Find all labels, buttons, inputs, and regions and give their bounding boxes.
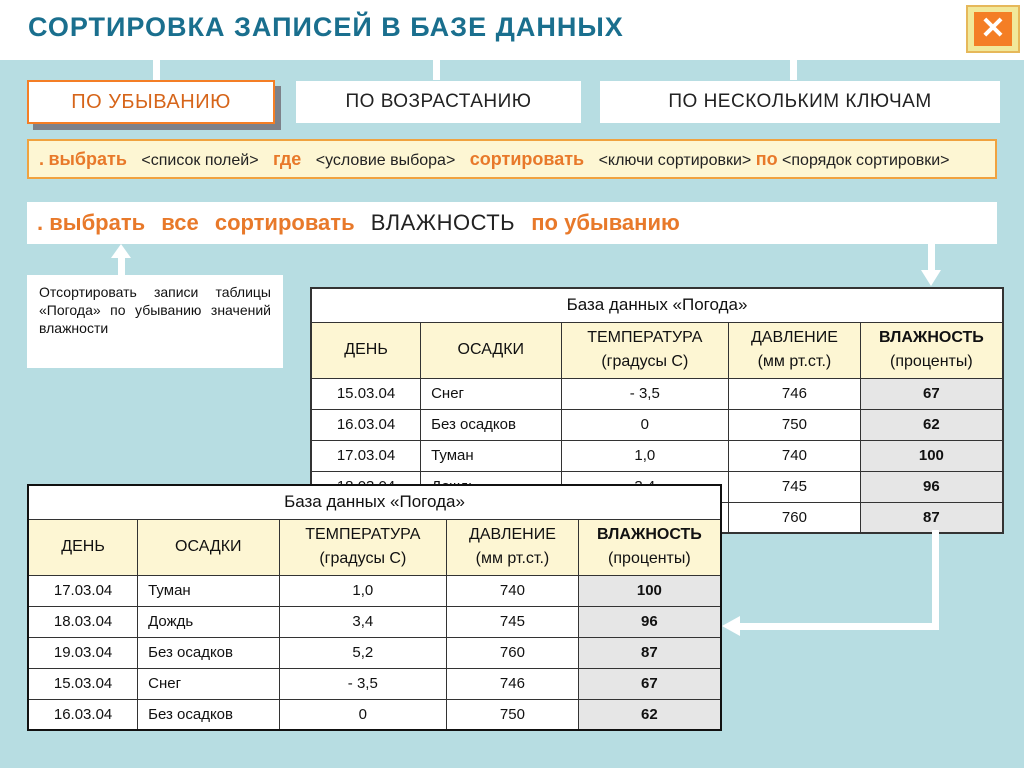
syntax-by-keyword: по xyxy=(755,149,778,169)
syntax-condition: <условие выбора> xyxy=(315,152,456,169)
cmd-dot: . xyxy=(37,210,44,235)
table-cell: Без осадков xyxy=(421,409,561,440)
table-cell: 760 xyxy=(729,502,861,533)
syntax-template xyxy=(27,139,997,179)
table-cell: 87 xyxy=(860,502,1003,533)
arrow-down-icon xyxy=(921,270,941,286)
table-cell: 5,2 xyxy=(279,637,447,668)
header-bar xyxy=(0,0,1024,60)
table-cell: 0 xyxy=(561,409,729,440)
arrow-connector-vertical xyxy=(932,530,939,630)
table-cell: 750 xyxy=(729,409,861,440)
table-cell: 16.03.04 xyxy=(311,409,421,440)
table-cell: 17.03.04 xyxy=(311,440,421,471)
table-cell: 1,0 xyxy=(279,575,447,606)
table-cell: 96 xyxy=(578,606,721,637)
column-header-day: ДЕНЬ xyxy=(311,322,421,378)
table-row xyxy=(311,378,1003,409)
table-cell: 3,4 xyxy=(279,606,447,637)
table-row xyxy=(28,668,721,699)
close-button[interactable] xyxy=(966,5,1020,53)
table-cell: Дождь xyxy=(138,606,279,637)
table-cell: 18.03.04 xyxy=(28,606,138,637)
table-cell: - 3,5 xyxy=(561,378,729,409)
syntax-select-keyword: выбрать xyxy=(48,149,127,169)
query-command xyxy=(27,202,997,244)
syntax-fields: <список полей> xyxy=(141,152,259,169)
arrow-down-line xyxy=(928,244,935,272)
cmd-field: ВЛАЖНОСТЬ xyxy=(370,210,516,235)
table-cell: 1,0 xyxy=(561,440,729,471)
tab-descending[interactable]: ПО УБЫВАНИЮ xyxy=(27,80,275,124)
table-cell: 62 xyxy=(860,409,1003,440)
column-header-humidity: ВЛАЖНОСТЬ (проценты) xyxy=(860,322,1003,378)
table-cell: 100 xyxy=(578,575,721,606)
tab-connector xyxy=(790,60,797,80)
table-cell: 67 xyxy=(578,668,721,699)
table-cell: Снег xyxy=(138,668,279,699)
table-cell: 745 xyxy=(729,471,861,502)
table-cell: 67 xyxy=(860,378,1003,409)
cmd-sort-keyword: сортировать xyxy=(214,210,355,235)
column-header-day: ДЕНЬ xyxy=(28,519,138,575)
arrow-connector-horizontal xyxy=(738,623,939,630)
table-cell: 16.03.04 xyxy=(28,699,138,730)
table-cell: 740 xyxy=(447,575,579,606)
tab-multiple-keys[interactable]: ПО НЕСКОЛЬКИМ КЛЮЧАМ xyxy=(600,81,1000,123)
weather-table-sorted xyxy=(27,484,722,731)
syntax-sort-keyword: сортировать xyxy=(469,149,585,169)
table-row xyxy=(311,409,1003,440)
table-cell: 15.03.04 xyxy=(311,378,421,409)
arrow-left-icon xyxy=(722,616,740,636)
table-cell: 760 xyxy=(447,637,579,668)
arrow-up-line xyxy=(118,258,125,275)
table-cell: 750 xyxy=(447,699,579,730)
table-cell: 19.03.04 xyxy=(28,637,138,668)
table-cell: 15.03.04 xyxy=(28,668,138,699)
table-cell: 62 xyxy=(578,699,721,730)
table-cell: 746 xyxy=(729,378,861,409)
column-header-precip: ОСАДКИ xyxy=(138,519,279,575)
table-cell: - 3,5 xyxy=(279,668,447,699)
syntax-keys: <ключи сортировки> xyxy=(598,152,752,169)
table-cell: Снег xyxy=(421,378,561,409)
table-cell: Туман xyxy=(421,440,561,471)
table-row xyxy=(28,699,721,730)
syntax-order: <порядок сортировки> xyxy=(782,152,950,169)
tab-connector xyxy=(153,60,160,80)
table-cell: 746 xyxy=(447,668,579,699)
table-row xyxy=(28,575,721,606)
close-icon: ✕ xyxy=(974,12,1012,46)
task-note: Отсортировать записи таблицы «Погода» по убыванию значений влажности xyxy=(27,275,283,368)
column-header-temp: ТЕМПЕРАТУРА (градусы С) xyxy=(279,519,447,575)
table-cell: 740 xyxy=(729,440,861,471)
table-cell: Без осадков xyxy=(138,637,279,668)
table-row xyxy=(28,637,721,668)
cmd-all-keyword: все xyxy=(161,210,199,235)
column-header-precip: ОСАДКИ xyxy=(421,322,561,378)
cmd-order-keyword: по убыванию xyxy=(531,210,680,235)
table-cell: 96 xyxy=(860,471,1003,502)
table-cell: 745 xyxy=(447,606,579,637)
table-cell: 0 xyxy=(279,699,447,730)
table-cell: 17.03.04 xyxy=(28,575,138,606)
arrow-up-icon xyxy=(111,244,131,258)
syntax-where-keyword: где xyxy=(273,149,302,169)
table-caption: База данных «Погода» xyxy=(311,288,1003,322)
tab-ascending[interactable]: ПО ВОЗРАСТАНИЮ xyxy=(296,81,581,123)
table-cell: 100 xyxy=(860,440,1003,471)
table-cell: 87 xyxy=(578,637,721,668)
tab-connector xyxy=(433,60,440,80)
table-caption: База данных «Погода» xyxy=(28,485,721,519)
column-header-temp: ТЕМПЕРАТУРА (градусы С) xyxy=(561,322,729,378)
column-header-humidity: ВЛАЖНОСТЬ (проценты) xyxy=(578,519,721,575)
page-title: СОРТИРОВКА ЗАПИСЕЙ В БАЗЕ ДАННЫХ xyxy=(28,12,624,42)
table-cell: Туман xyxy=(138,575,279,606)
cmd-select-keyword: выбрать xyxy=(49,210,146,235)
table-cell: Без осадков xyxy=(138,699,279,730)
table-row xyxy=(28,606,721,637)
column-header-pressure: ДАВЛЕНИЕ (мм рт.ст.) xyxy=(729,322,861,378)
syntax-dot: . xyxy=(39,149,45,169)
column-header-pressure: ДАВЛЕНИЕ (мм рт.ст.) xyxy=(447,519,579,575)
table-row xyxy=(311,440,1003,471)
